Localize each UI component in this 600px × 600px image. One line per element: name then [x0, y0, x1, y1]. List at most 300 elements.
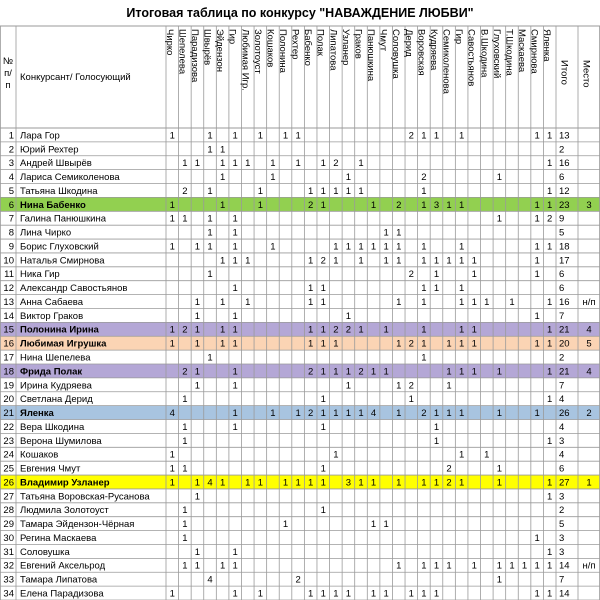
vote-cell: 1 — [496, 463, 503, 475]
contestant-name: Вера Шкодина — [20, 421, 85, 433]
header-voter: Рехтер — [289, 29, 301, 60]
vote-cell: 1 — [471, 255, 477, 267]
vote-cell: 1 — [446, 560, 452, 572]
place-cell: н/п — [582, 296, 596, 308]
vote-cell: 1 — [320, 283, 326, 295]
vote-cell: 1 — [433, 283, 440, 295]
vote-cell: 1 — [194, 477, 201, 489]
vote-cell: 1 — [547, 366, 553, 378]
vote-cell: 4 — [370, 408, 377, 420]
total-cell: 7 — [559, 310, 565, 322]
vote-cell: 1 — [270, 241, 276, 253]
vote-cell: 1 — [446, 338, 452, 350]
vote-cell: 1 — [257, 185, 264, 197]
contestant-name: Светлана Дерид — [20, 394, 93, 406]
total-cell: 20 — [559, 338, 570, 350]
vote-cell: 1 — [496, 408, 503, 420]
vote-cell: 1 — [207, 241, 213, 253]
header-voter: Маскаева — [516, 29, 528, 73]
contestant-name: Нина Шепелева — [20, 352, 91, 364]
row-number: 9 — [8, 241, 14, 253]
vote-cell: 1 — [534, 560, 540, 572]
header-voter: Яленка — [541, 29, 553, 62]
vote-cell: 1 — [295, 477, 301, 489]
vote-cell: 1 — [433, 421, 440, 433]
row-number: 1 — [8, 130, 14, 142]
contestant-name: Лина Чирко — [20, 227, 72, 239]
vote-cell: 2 — [182, 366, 188, 378]
total-cell: 3 — [559, 546, 565, 558]
vote-cell: 1 — [232, 324, 238, 336]
vote-cell: 1 — [547, 296, 553, 308]
vote-cell: 1 — [308, 296, 314, 308]
vote-cell: 1 — [421, 185, 427, 197]
total-cell: 14 — [559, 588, 570, 600]
vote-cell: 1 — [396, 296, 402, 308]
contestant-name: Елена Парадизова — [20, 588, 104, 600]
row-number: 13 — [3, 296, 14, 308]
vote-cell: 1 — [383, 227, 389, 239]
vote-cell: 1 — [232, 380, 238, 392]
vote-cell: 2 — [408, 130, 414, 142]
vote-cell: 1 — [458, 366, 465, 378]
page-title: Итоговая таблица по конкурсу "НАВАЖДЕНИЕ ЛЮБВИ" — [126, 6, 474, 20]
vote-cell: 2 — [182, 324, 188, 336]
vote-cell: 1 — [345, 310, 352, 322]
vote-cell: 1 — [194, 296, 201, 308]
row-number: 27 — [3, 491, 14, 503]
vote-cell: 1 — [370, 588, 377, 600]
vote-cell: 1 — [320, 394, 326, 406]
vote-cell: 1 — [219, 172, 226, 184]
vote-cell: 1 — [509, 560, 515, 572]
header-voter: Граков — [352, 29, 364, 59]
row-number: 6 — [8, 199, 14, 211]
vote-cell: 1 — [232, 227, 238, 239]
vote-cell: 1 — [358, 158, 364, 170]
vote-cell: 1 — [320, 296, 326, 308]
total-cell: 5 — [559, 519, 565, 531]
vote-cell: 1 — [509, 296, 515, 308]
vote-cell: 1 — [320, 421, 326, 433]
total-cell: 27 — [559, 477, 570, 489]
row-number: 30 — [3, 532, 14, 544]
vote-cell: 1 — [421, 560, 427, 572]
header-voter: Гир — [226, 29, 238, 45]
contestant-name: Наталья Смирнова — [20, 255, 105, 267]
vote-cell: 1 — [194, 560, 201, 572]
vote-cell: 1 — [270, 172, 276, 184]
vote-cell: 1 — [458, 283, 465, 295]
header-voter: Чмут — [377, 29, 389, 52]
row-number: 33 — [3, 574, 14, 586]
vote-cell: 1 — [547, 560, 553, 572]
vote-cell: 1 — [396, 380, 402, 392]
vote-cell: 1 — [421, 283, 427, 295]
vote-cell: 1 — [169, 449, 175, 461]
vote-cell: 1 — [270, 158, 276, 170]
vote-cell: 1 — [421, 296, 427, 308]
vote-cell: 4 — [169, 408, 175, 420]
vote-cell: 1 — [308, 185, 314, 197]
vote-cell: 1 — [370, 199, 377, 211]
vote-cell: 1 — [345, 588, 352, 600]
header-voter: Кудряева — [427, 29, 439, 71]
header-voter: Узланер — [339, 29, 351, 66]
vote-cell: 1 — [458, 199, 465, 211]
header-number: п/ — [4, 68, 12, 79]
row-number: 2 — [8, 144, 14, 156]
vote-cell: 1 — [358, 241, 364, 253]
row-number: 24 — [3, 449, 14, 461]
total-cell: 17 — [559, 255, 570, 267]
vote-cell: 1 — [358, 324, 364, 336]
vote-cell: 1 — [471, 324, 477, 336]
vote-cell: 1 — [458, 241, 465, 253]
header-voter: Смирнова — [528, 29, 540, 74]
vote-cell: 1 — [421, 324, 427, 336]
vote-cell: 1 — [182, 158, 188, 170]
header-voter: Шепелева — [176, 29, 188, 75]
vote-cell: 1 — [219, 560, 226, 572]
vote-cell: 1 — [182, 394, 188, 406]
contestant-name: Анна Сабаева — [20, 296, 84, 308]
header-voter: Парадизова — [188, 29, 200, 83]
vote-cell: 1 — [308, 324, 314, 336]
vote-cell: 1 — [345, 241, 352, 253]
vote-cell: 1 — [421, 241, 427, 253]
vote-cell: 1 — [484, 449, 490, 461]
vote-cell: 1 — [282, 519, 289, 531]
vote-cell: 1 — [194, 546, 201, 558]
total-cell: 18 — [559, 241, 570, 253]
vote-cell: 1 — [534, 241, 540, 253]
header-voter: Гир — [453, 29, 465, 45]
vote-cell: 1 — [295, 408, 301, 420]
vote-cell: 1 — [232, 366, 238, 378]
vote-cell: 4 — [207, 477, 213, 489]
vote-cell: 1 — [471, 338, 477, 350]
vote-cell: 1 — [169, 130, 175, 142]
vote-cell: 1 — [471, 366, 477, 378]
vote-cell: 1 — [534, 255, 540, 267]
vote-cell: 1 — [383, 324, 389, 336]
vote-cell: 1 — [521, 560, 528, 572]
vote-cell: 1 — [396, 477, 402, 489]
vote-cell: 1 — [396, 241, 402, 253]
vote-cell: 1 — [194, 241, 201, 253]
total-cell: 12 — [559, 185, 570, 197]
vote-cell: 1 — [446, 366, 452, 378]
place-cell: н/п — [582, 560, 596, 572]
vote-cell: 1 — [534, 199, 540, 211]
row-number: 16 — [3, 338, 14, 350]
vote-cell: 1 — [433, 477, 440, 489]
place-cell: 4 — [586, 366, 592, 378]
contestant-name: Татьяна Шкодина — [20, 185, 98, 197]
vote-cell: 1 — [547, 588, 553, 600]
vote-cell: 1 — [370, 241, 377, 253]
vote-cell: 1 — [383, 588, 389, 600]
vote-cell: 1 — [219, 255, 226, 267]
header-voter: Золотоуст — [251, 29, 263, 74]
total-cell: 3 — [559, 491, 565, 503]
vote-cell: 1 — [396, 408, 402, 420]
vote-cell: 1 — [207, 352, 213, 364]
row-number: 8 — [8, 227, 14, 239]
vote-cell: 2 — [182, 185, 188, 197]
vote-cell: 1 — [194, 338, 201, 350]
row-number: 7 — [8, 213, 14, 225]
vote-cell: 1 — [547, 185, 553, 197]
total-cell: 6 — [559, 172, 565, 184]
vote-cell: 1 — [169, 338, 175, 350]
header-voter: Полонина — [277, 29, 289, 73]
header-voter: Кошаков — [264, 29, 276, 68]
vote-cell: 2 — [333, 158, 339, 170]
header-voter: Семиколенова — [440, 29, 452, 94]
total-cell: 2 — [559, 505, 565, 517]
vote-cell: 1 — [496, 574, 503, 586]
vote-cell: 1 — [358, 477, 364, 489]
vote-cell: 1 — [458, 477, 465, 489]
vote-cell: 1 — [308, 338, 314, 350]
vote-cell: 1 — [446, 199, 452, 211]
row-number: 10 — [3, 255, 14, 267]
vote-cell: 1 — [194, 158, 201, 170]
vote-cell: 1 — [370, 366, 377, 378]
vote-cell: 1 — [433, 255, 440, 267]
vote-cell: 1 — [496, 213, 503, 225]
vote-cell: 1 — [496, 560, 503, 572]
vote-cell: 1 — [458, 255, 465, 267]
vote-cell: 1 — [547, 130, 553, 142]
row-number: 21 — [3, 408, 14, 420]
vote-cell: 1 — [534, 269, 540, 281]
header-number: № — [2, 56, 14, 67]
vote-cell: 1 — [219, 144, 226, 156]
vote-cell: 1 — [534, 130, 540, 142]
vote-cell: 1 — [295, 130, 301, 142]
vote-cell: 2 — [446, 463, 452, 475]
contestant-name: Яленка — [20, 408, 54, 420]
vote-cell: 2 — [421, 408, 427, 420]
header-voter: В.Шкодина — [478, 29, 490, 78]
contestant-name: Людмила Золотоуст — [20, 505, 109, 517]
vote-cell: 1 — [194, 324, 201, 336]
vote-cell: 1 — [232, 421, 238, 433]
vote-cell: 1 — [421, 199, 427, 211]
vote-cell: 1 — [182, 532, 188, 544]
row-number: 34 — [3, 588, 14, 600]
vote-cell: 1 — [320, 158, 326, 170]
row-number: 32 — [3, 560, 14, 572]
total-cell: 16 — [559, 296, 570, 308]
vote-cell: 2 — [421, 172, 427, 184]
vote-cell: 1 — [207, 269, 213, 281]
total-cell: 3 — [559, 532, 565, 544]
place-cell: 1 — [586, 477, 592, 489]
vote-cell: 3 — [433, 199, 440, 211]
row-number: 11 — [4, 269, 14, 281]
vote-cell: 1 — [308, 477, 314, 489]
contestant-name: Лариса Семиколенова — [20, 172, 120, 184]
vote-cell: 1 — [194, 310, 201, 322]
vote-cell: 1 — [333, 185, 339, 197]
row-number: 22 — [3, 421, 14, 433]
vote-cell: 1 — [219, 338, 226, 350]
contestant-name: Юрий Рехтер — [20, 144, 79, 156]
contestant-name: Верона Шумилова — [20, 435, 102, 447]
vote-cell: 2 — [408, 380, 414, 392]
total-cell: 14 — [559, 560, 570, 572]
vote-cell: 1 — [308, 588, 314, 600]
header-place: Место — [580, 60, 592, 88]
vote-cell: 4 — [207, 574, 213, 586]
vote-cell: 1 — [534, 338, 540, 350]
total-cell: 4 — [559, 449, 565, 461]
vote-cell: 1 — [471, 269, 477, 281]
vote-cell: 1 — [547, 491, 553, 503]
vote-cell: 1 — [358, 255, 364, 267]
vote-cell: 1 — [257, 130, 264, 142]
place-cell: 3 — [586, 199, 592, 211]
vote-cell: 1 — [547, 546, 553, 558]
vote-cell: 1 — [320, 199, 326, 211]
vote-cell: 1 — [396, 255, 402, 267]
vote-cell: 1 — [219, 158, 226, 170]
vote-cell: 1 — [232, 560, 238, 572]
header-voter: Т.Шкодина — [503, 29, 515, 76]
vote-cell: 1 — [358, 408, 364, 420]
vote-cell: 1 — [245, 158, 251, 170]
vote-cell: 1 — [169, 588, 175, 600]
vote-cell: 1 — [270, 408, 276, 420]
place-cell: 5 — [586, 338, 592, 350]
vote-cell: 1 — [219, 199, 226, 211]
vote-cell: 1 — [308, 255, 314, 267]
row-number: 19 — [3, 380, 14, 392]
total-cell: 23 — [559, 199, 570, 211]
vote-cell: 1 — [232, 213, 238, 225]
vote-cell: 1 — [383, 255, 389, 267]
vote-cell: 1 — [333, 241, 339, 253]
vote-cell: 1 — [433, 588, 440, 600]
total-cell: 2 — [559, 352, 565, 364]
vote-cell: 2 — [358, 366, 364, 378]
vote-cell: 1 — [383, 366, 389, 378]
vote-cell: 1 — [219, 324, 226, 336]
vote-cell: 1 — [169, 213, 175, 225]
row-number: 23 — [3, 435, 14, 447]
total-cell: 4 — [559, 421, 565, 433]
vote-cell: 1 — [421, 588, 427, 600]
header-voter: Соловушка — [390, 29, 402, 79]
vote-cell: 1 — [320, 185, 326, 197]
vote-cell: 1 — [421, 477, 427, 489]
vote-cell: 1 — [421, 338, 427, 350]
vote-cell: 1 — [446, 380, 452, 392]
contestant-name: Борис Глуховский — [20, 241, 99, 253]
vote-cell: 1 — [219, 477, 226, 489]
vote-cell: 1 — [320, 463, 326, 475]
vote-cell: 1 — [446, 408, 452, 420]
vote-cell: 1 — [383, 519, 389, 531]
vote-cell: 1 — [257, 199, 264, 211]
vote-cell: 1 — [194, 491, 201, 503]
vote-cell: 1 — [547, 394, 553, 406]
vote-cell: 1 — [182, 463, 188, 475]
vote-cell: 1 — [421, 352, 427, 364]
vote-cell: 1 — [232, 310, 238, 322]
vote-cell: 1 — [458, 130, 465, 142]
contestant-name: Фрида Полак — [20, 366, 83, 378]
vote-cell: 1 — [471, 296, 477, 308]
vote-cell: 1 — [370, 519, 377, 531]
contestant-name: Александр Савостьянов — [20, 283, 128, 295]
total-cell: 21 — [559, 366, 570, 378]
total-cell: 7 — [559, 380, 565, 392]
vote-cell: 1 — [219, 296, 226, 308]
vote-cell: 1 — [232, 158, 238, 170]
vote-cell: 1 — [207, 144, 213, 156]
vote-cell: 1 — [446, 255, 452, 267]
contestant-name: Виктор Граков — [20, 310, 84, 322]
contestant-name: Полонина Ирина — [20, 324, 99, 336]
header-total: Итого — [558, 60, 570, 85]
row-number: 20 — [3, 394, 14, 406]
vote-cell: 1 — [232, 130, 238, 142]
vote-cell: 2 — [308, 199, 314, 211]
vote-cell: 1 — [345, 380, 352, 392]
vote-cell: 1 — [320, 324, 326, 336]
vote-cell: 1 — [207, 185, 213, 197]
vote-cell: 2 — [408, 338, 414, 350]
vote-cell: 2 — [446, 477, 452, 489]
header-voter: Любимая Игр. — [239, 29, 251, 91]
vote-cell: 1 — [320, 477, 326, 489]
vote-cell: 1 — [408, 394, 414, 406]
vote-cell: 1 — [547, 324, 553, 336]
vote-cell: 1 — [194, 366, 201, 378]
total-cell: 16 — [559, 158, 570, 170]
vote-cell: 1 — [295, 158, 301, 170]
total-cell: 9 — [559, 213, 565, 225]
header-voter: Воровская — [415, 29, 427, 76]
contestant-name: Любимая Игрушка — [20, 338, 107, 350]
row-number: 3 — [8, 158, 14, 170]
vote-cell: 1 — [320, 588, 326, 600]
vote-cell: 1 — [333, 449, 339, 461]
total-cell: 7 — [559, 574, 565, 586]
row-number: 29 — [3, 519, 14, 531]
contestant-name: Евгений Аксельрод — [20, 560, 106, 572]
vote-cell: 1 — [282, 130, 289, 142]
row-highlight — [0, 197, 600, 211]
vote-cell: 1 — [169, 241, 175, 253]
vote-cell: 1 — [194, 380, 201, 392]
vote-cell: 1 — [534, 310, 540, 322]
header-voter: Бабенко — [302, 29, 314, 66]
row-number: 25 — [3, 463, 14, 475]
row-number: 17 — [3, 352, 14, 364]
vote-cell: 2 — [333, 324, 339, 336]
contestant-name: Регина Маскаева — [20, 532, 97, 544]
vote-cell: 1 — [320, 338, 326, 350]
vote-cell: 1 — [169, 324, 175, 336]
total-cell: 21 — [559, 324, 570, 336]
vote-cell: 1 — [333, 366, 339, 378]
